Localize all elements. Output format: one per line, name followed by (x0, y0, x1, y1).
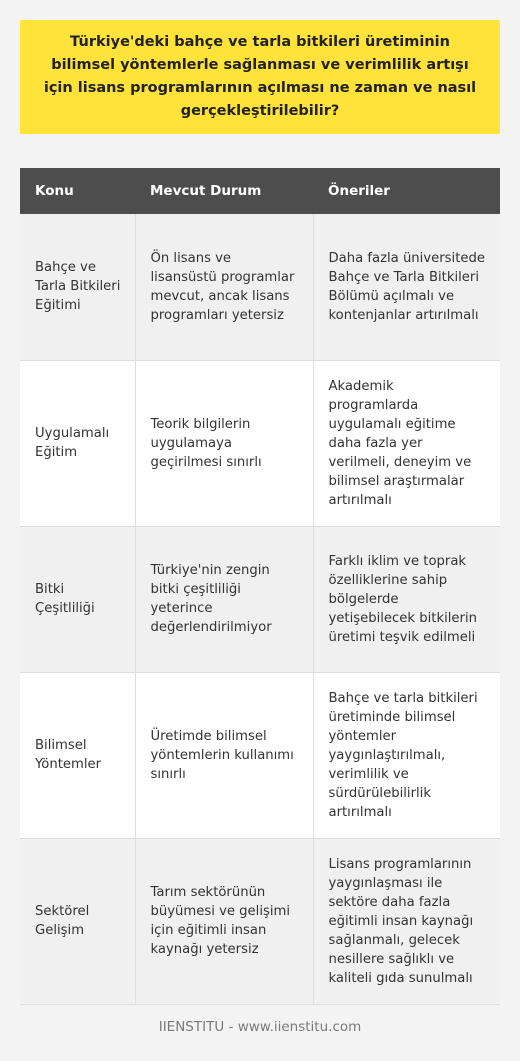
cell-recommendation: Lisans programlarının yaygınlaşması ile sektöre daha fazla eğitimli insan kaynağı sağlanmalı, gelecek nesillere sağlıklı ve kaliteli gıda sunulmalı (313, 838, 500, 1004)
cell-topic: Bitki Çeşitliliği (20, 526, 135, 672)
cell-status: Üretimde bilimsel yöntemlerin kullanımı sınırlı (135, 672, 313, 838)
column-header-recommendations: Öneriler (313, 168, 500, 214)
page-title: Türkiye'deki bahçe ve tarla bitkileri üretiminin bilimsel yöntemlerle sağlanması ve verimlilik artışı için lisans programlarının açılması ne zaman ve nasıl gerçekleştirilebilir? (43, 34, 477, 119)
table-header-row (20, 168, 500, 214)
cell-status: Teorik bilgilerin uygulamaya geçirilmesi sınırlı (135, 360, 313, 526)
table-row (20, 360, 500, 526)
table-row (20, 526, 500, 672)
table-row (20, 838, 500, 1004)
info-table (20, 168, 500, 1005)
table-row (20, 672, 500, 838)
title-banner (20, 20, 500, 134)
cell-status: Türkiye'nin zengin bitki çeşitliliği yeterince değerlendirilmiyor (135, 526, 313, 672)
column-header-status: Mevcut Durum (135, 168, 313, 214)
cell-recommendation: Bahçe ve tarla bitkileri üretiminde bilimsel yöntemler yaygınlaştırılmalı, verimlilik ve sürdürülebilirlik artırılmalı (313, 672, 500, 838)
cell-topic: Bahçe ve Tarla Bitkileri Eğitimi (20, 214, 135, 360)
cell-recommendation: Akademik programlarda uygulamalı eğitime daha fazla yer verilmeli, deneyim ve bilimsel araştırmalar artırılmalı (313, 360, 500, 526)
table-row (20, 214, 500, 360)
cell-topic: Bilimsel Yöntemler (20, 672, 135, 838)
cell-topic: Sektörel Gelişim (20, 838, 135, 1004)
footer-credit: IIENSTITU - www.iienstitu.com (158, 1019, 362, 1035)
column-header-topic: Konu (20, 168, 135, 214)
cell-recommendation: Farklı iklim ve toprak özelliklerine sahip bölgelerde yetişebilecek bitkilerin üretimi teşvik edilmeli (313, 526, 500, 672)
cell-topic: Uygulamalı Eğitim (20, 360, 135, 526)
cell-status: Tarım sektörünün büyümesi ve gelişimi için eğitimli insan kaynağı yetersiz (135, 838, 313, 1004)
cell-status: Ön lisans ve lisansüstü programlar mevcut, ancak lisans programları yetersiz (135, 214, 313, 360)
cell-recommendation: Daha fazla üniversitede Bahçe ve Tarla Bitkileri Bölümü açılmalı ve kontenjanlar artırılmalı (313, 214, 500, 360)
